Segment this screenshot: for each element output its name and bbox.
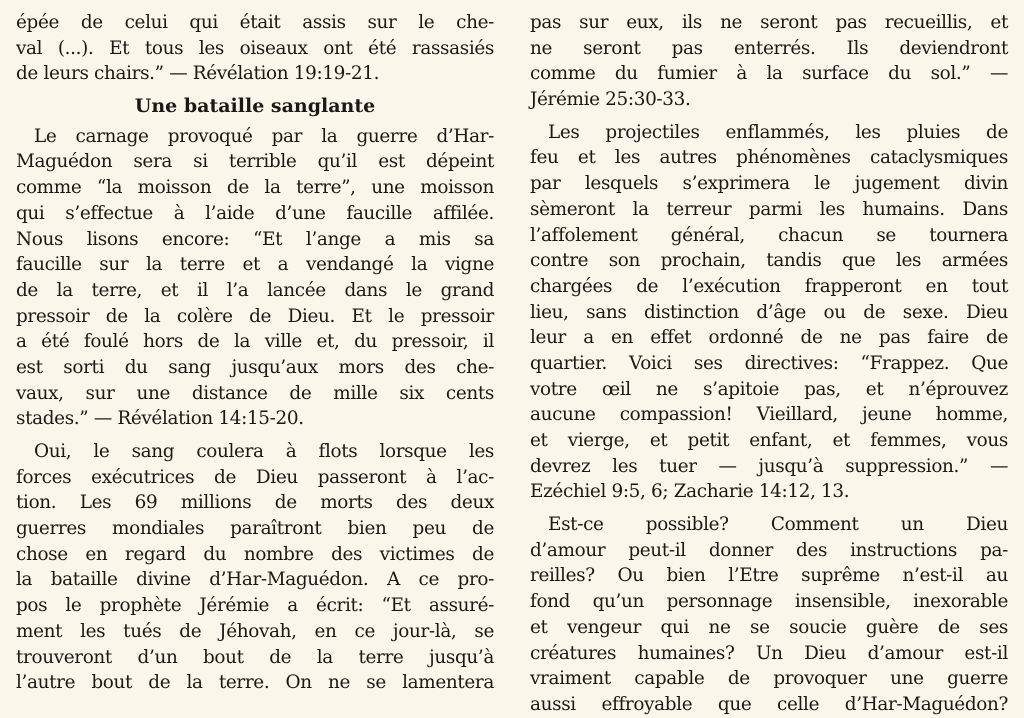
text-line: pas sur eux, ils ne seront pas recueillis, et: [530, 12, 1008, 33]
text-line: lieu, sans distinction d’âge ou de sexe. Dieu: [530, 301, 1008, 323]
text-line: reilles? Ou bien l’Etre suprême n’est-il au: [530, 565, 1008, 587]
text-line: leur a en effet ordonné de ne pas faire de: [530, 327, 1008, 349]
text-line: comme du fumier à la surface du sol.” —: [530, 63, 1008, 85]
left-column: [16, 10, 494, 696]
text-line: Ezéchiel 9:5, 6; Zacharie 14:12, 13.: [530, 481, 850, 503]
text-line: chose en regard du nombre des victimes de: [16, 543, 494, 565]
section-heading: Une bataille sanglante: [134, 95, 376, 118]
paragraph: [16, 439, 494, 696]
text-line: guerres mondiales paraîtront bien peu de: [16, 518, 494, 540]
paragraph: [16, 10, 494, 87]
text-line: quartier. Voici ses directives: “Frappez. Que: [530, 352, 1008, 374]
text-line: de leurs chairs.” — Révélation 19:19-21.: [16, 63, 380, 85]
text-line: feu et les autres phénomènes cataclysmiques: [530, 147, 1008, 169]
text-line: aucune compassion! Vieillard, jeune homme,: [530, 404, 1008, 426]
text-line: créatures humaines? Un Dieu d’amour est-il: [530, 642, 1008, 664]
text-line: pressoir de la colère de Dieu. Et le pressoir: [16, 305, 494, 327]
text-line: Nous lisons encore: “Et l’ange a mis sa: [16, 228, 494, 250]
text-line: vraiment capable de provoquer une guerre: [530, 668, 1008, 690]
text-line: sèmeront la terreur parmi les humains. Dans: [530, 198, 1008, 220]
text-line: votre œil ne s’apitoie pas, et n’éprouvez: [530, 378, 1008, 400]
paragraph: [530, 120, 1008, 505]
text-line: la bataille divine d’Har-Maguédon. A ce pro-: [16, 569, 494, 591]
text-line: contre son prochain, tandis que les armées: [530, 250, 1008, 272]
text-line: val (...). Et tous les oiseaux ont été rassasiés: [16, 37, 494, 59]
text-line: trouveront d’un bout de la terre jusqu’à: [16, 646, 494, 668]
text-line: tion. Les 69 millions de morts des deux: [16, 492, 494, 514]
text-line: et vengeur qui ne se soucie guère de ses: [530, 616, 1008, 638]
text-line: Le carnage provoqué par la guerre d’Har-: [34, 125, 494, 147]
text-line: ne seront pas enterrés. Ils deviendront: [530, 37, 1008, 59]
text-line: l’affolement général, chacun se tournera: [530, 224, 1008, 246]
text-line: Est-ce possible? Comment un Dieu: [548, 514, 1008, 536]
right-column: [530, 10, 1008, 718]
text-line: fond qu’un personnage insensible, inexorable: [530, 591, 1008, 613]
text-line: d’amour peut-il donner des instructions pa-: [530, 539, 1008, 561]
text-line: de la terre, et il l’a lancée dans le grand: [16, 279, 494, 301]
text-line: a été foulé hors de la ville et, du pressoir, il: [16, 331, 494, 353]
text-line: l’autre bout de la terre. On ne se lamentera: [16, 672, 494, 694]
text-line: et vierge, et petit enfant, et femmes, vous: [530, 430, 1008, 451]
paragraph: [530, 10, 1008, 113]
text-line: faucille sur la terre et a vendangé la vigne: [16, 254, 494, 276]
paragraph: [16, 124, 494, 432]
text-line: vaux, sur une distance de mille six cents: [16, 382, 494, 404]
text-line: comme “la moisson de la terre”, une moisson: [16, 177, 494, 199]
text-line: est sorti du sang jusqu’aux mors des che-: [16, 356, 494, 378]
text-line: devrez les tuer — jusqu’à suppression.” —: [530, 455, 1008, 477]
text-line: Maguédon sera si terrible qu’il est dépeint: [16, 151, 494, 173]
text-line: chargées de l’exécution frapperont en tout: [530, 275, 1008, 297]
text-line: Jérémie 25:30-33.: [530, 89, 691, 111]
text-line: forces exécutrices de Dieu passeront à l’ac-: [16, 466, 494, 488]
text-line: par lesquels s’exprimera le jugement divin: [530, 173, 1008, 195]
paragraph: [530, 512, 1008, 718]
text-line: Oui, le sang coulera à flots lorsque les: [34, 441, 494, 462]
text-line: aussi effroyable que celle d’Har-Maguédon?: [530, 693, 1008, 715]
text-line: qui s’effectue à l’aide d’une faucille affilée.: [16, 202, 494, 224]
text-line: Les projectiles enflammés, les pluies de: [548, 121, 1008, 143]
text-line: stades.” — Révélation 14:15-20.: [16, 408, 304, 430]
text-line: ment les tués de Jéhovah, en ce jour-là, se: [16, 620, 494, 642]
text-line: épée de celui qui était assis sur le che-: [16, 12, 494, 33]
text-line: pos le prophète Jérémie a écrit: “Et assuré-: [16, 595, 494, 617]
